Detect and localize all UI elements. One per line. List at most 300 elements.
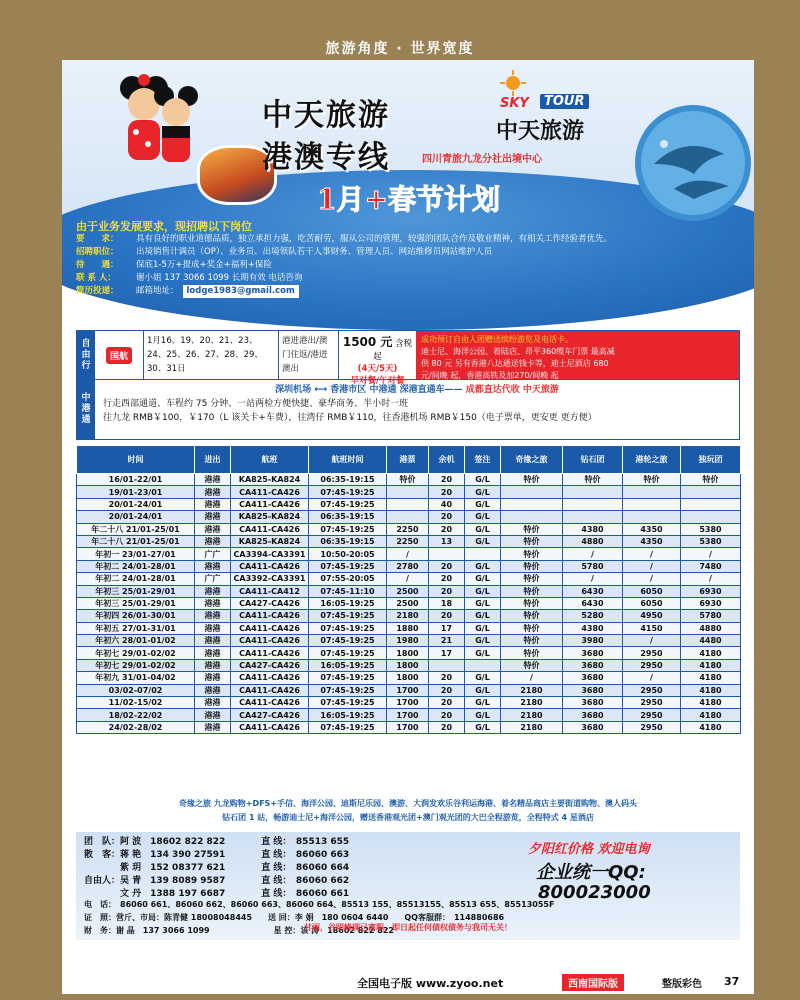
- table-row: [77, 573, 741, 585]
- table-cell: 07:45-19:25: [309, 697, 387, 709]
- table-cell: KA825-KA824: [231, 474, 309, 486]
- table-cell: CA427-CA426: [231, 597, 309, 609]
- table-cell: 特价: [501, 573, 563, 585]
- table-cell: 4350: [623, 523, 681, 535]
- table-cell: /: [623, 573, 681, 585]
- recruit-key: 招聘职位：: [76, 247, 119, 257]
- table-cell: 年初五 27/01-31/01: [77, 622, 195, 634]
- table-cell: CA411-CA426: [231, 635, 309, 647]
- contact-line: 自由人：吴 青 139 8089 9587 直 线： 86060 662: [84, 876, 350, 886]
- table-row: [77, 585, 741, 597]
- table-cell: CA411-CA426: [231, 721, 309, 733]
- table-cell: 2950: [623, 721, 681, 733]
- table-cell: 年初九 31/01-04/02: [77, 672, 195, 684]
- table-cell: 港港: [195, 498, 231, 510]
- table-cell: 特价: [623, 474, 681, 486]
- table-cell: 特价: [681, 474, 741, 486]
- table-cell: 19/01-23/01: [77, 486, 195, 498]
- table-cell: 5780: [681, 610, 741, 622]
- table-cell: 6930: [681, 597, 741, 609]
- free-travel-tag: 自 由 行: [77, 331, 95, 379]
- table-cell: 16:05-19:25: [309, 709, 387, 721]
- table-cell: CA3392-CA3391: [231, 573, 309, 585]
- table-cell: 2180: [501, 684, 563, 696]
- promo-notice: 成功预订自由人团赠送缤纷游览及电话卡。 迪士尼、海洋公园、着陆店、昂平360缆车门票 最高减 供 80 元 另有香港八达通送钱卡等，迪士尼酒店 680 元/间晚 起，香港高铁及加270/间晚 起: [416, 331, 739, 379]
- table-cell: 06:35-19:15: [309, 474, 387, 486]
- contact-line: 文 丹 1388 197 6687 直 线： 86060 661: [84, 889, 350, 899]
- table-cell: 40: [429, 498, 465, 510]
- table-cell: 年初六 28/01-01/02: [77, 635, 195, 647]
- table-cell: [623, 486, 681, 498]
- table-row: [77, 610, 741, 622]
- table-cell: 21: [429, 635, 465, 647]
- table-cell: 港港: [195, 647, 231, 659]
- table-cell: G/L: [465, 647, 501, 659]
- table-cell: 港港: [195, 659, 231, 671]
- table-cell: 广广: [195, 573, 231, 585]
- table-cell: 港港: [195, 535, 231, 547]
- table-cell: 07:45-19:25: [309, 647, 387, 659]
- contact-line: 电 话： 86060 661、86060 662、86060 663、86060 664、85513 155、85513155、85513 655、85513055F: [84, 900, 555, 909]
- table-cell: 10:50-20:05: [309, 548, 387, 560]
- table-cell: 2780: [387, 560, 429, 572]
- table-cell: G/L: [465, 684, 501, 696]
- table-cell: 20: [429, 560, 465, 572]
- table-row: [77, 672, 741, 684]
- title-company: 中天旅游: [262, 98, 390, 133]
- table-cell: KA825-KA824: [231, 535, 309, 547]
- entry-exit-ports: 港进港出/澳门住返/港进澳出: [278, 331, 338, 379]
- table-row: [77, 709, 741, 721]
- top-slogan: 旅游角度 · 世界宽度: [325, 41, 475, 57]
- table-cell: CA411-CA426: [231, 697, 309, 709]
- table-cell: G/L: [465, 474, 501, 486]
- table-row: [77, 560, 741, 572]
- title-route: 港澳专线: [262, 140, 390, 175]
- table-cell: 6050: [623, 597, 681, 609]
- table-cell: 1800: [387, 659, 429, 671]
- table-cell: 1700: [387, 684, 429, 696]
- table-cell: /: [681, 548, 741, 560]
- table-cell: 5380: [681, 523, 741, 535]
- edition-tag: 西南国际版: [562, 974, 624, 991]
- qq-number[interactable]: 800023000: [538, 882, 651, 903]
- table-cell: 4880: [563, 535, 623, 547]
- table-cell: 4180: [681, 647, 741, 659]
- table-cell: 年初四 26/01-30/01: [77, 610, 195, 622]
- table-cell: G/L: [465, 672, 501, 684]
- table-cell: 4350: [623, 535, 681, 547]
- tour-notes: [76, 797, 740, 825]
- table-cell: [387, 486, 429, 498]
- table-cell: /: [563, 548, 623, 560]
- table-cell: 特价: [501, 659, 563, 671]
- table-cell: [681, 511, 741, 523]
- table-cell: 港港: [195, 560, 231, 572]
- table-cell: [681, 486, 741, 498]
- table-cell: G/L: [465, 560, 501, 572]
- recruit-email-link[interactable]: lodge1983@gmail.com: [183, 285, 299, 298]
- table-cell: G/L: [465, 709, 501, 721]
- table-cell: 2500: [387, 585, 429, 597]
- table-header-cell: 航班: [231, 446, 309, 474]
- table-cell: 特价: [563, 474, 623, 486]
- table-cell: G/L: [465, 597, 501, 609]
- table-cell: 年二十八 21/01-25/01: [77, 535, 195, 547]
- recruit-row: [76, 259, 636, 272]
- table-cell: 13: [429, 535, 465, 547]
- recruit-value: 保底1-5万+提成+奖金+福利+保险: [136, 260, 272, 270]
- table-cell: 18/02-22/02: [77, 709, 195, 721]
- table-cell: CA411-CA426: [231, 523, 309, 535]
- table-cell: 4180: [681, 672, 741, 684]
- dolphin-photo-icon: [634, 104, 752, 222]
- table-cell: G/L: [465, 610, 501, 622]
- table-cell: G/L: [465, 573, 501, 585]
- table-cell: 20: [429, 672, 465, 684]
- logo-company-name: 中天旅游: [496, 118, 585, 144]
- table-cell: [387, 511, 429, 523]
- logo-tour: TOUR: [540, 94, 589, 109]
- table-cell: 16:05-19:25: [309, 597, 387, 609]
- price-amount: 1500 元: [342, 335, 393, 349]
- table-cell: 港港: [195, 597, 231, 609]
- recruit-row: [76, 233, 636, 246]
- table-cell: /: [387, 548, 429, 560]
- table-cell: 港港: [195, 585, 231, 597]
- table-cell: 5280: [563, 610, 623, 622]
- table-cell: /: [387, 573, 429, 585]
- table-cell: 20: [429, 486, 465, 498]
- table-cell: 特价: [501, 560, 563, 572]
- promo-slogan: 夕阳红价格 欢迎电询: [528, 842, 650, 857]
- airline-badge: 国航: [95, 331, 143, 379]
- table-header-cell: 港票: [387, 446, 429, 474]
- table-header-cell: 港轮之旅: [623, 446, 681, 474]
- table-cell: /: [623, 548, 681, 560]
- table-row: [77, 684, 741, 696]
- sun-logo-icon: [500, 70, 526, 96]
- page-number: 37: [724, 975, 740, 988]
- table-cell: 2250: [387, 535, 429, 547]
- table-cell: 4480: [681, 635, 741, 647]
- table-cell: 07:45-11:10: [309, 585, 387, 597]
- table-cell: 6430: [563, 585, 623, 597]
- qq-label: 企业统一QQ:: [536, 862, 646, 883]
- table-cell: CA411-CA426: [231, 647, 309, 659]
- table-cell: 4380: [563, 523, 623, 535]
- table-cell: KA825-KA824: [231, 511, 309, 523]
- table-cell: 港港: [195, 474, 231, 486]
- table-cell: 3980: [563, 635, 623, 647]
- contact-line: 紫 玥 152 08377 621 直 线： 86060 664: [84, 863, 350, 873]
- table-cell: 港港: [195, 511, 231, 523]
- table-cell: G/L: [465, 622, 501, 634]
- table-row: [77, 548, 741, 560]
- table-cell: 年初七 29/01-02/02: [77, 659, 195, 671]
- table-cell: CA411-CA426: [231, 486, 309, 498]
- table-cell: [387, 498, 429, 510]
- table-cell: /: [623, 635, 681, 647]
- contact-line: 财 务：谢 晶 137 3066 1099 星 控：该 涛 18602 822 822: [84, 926, 394, 935]
- table-cell: /: [501, 672, 563, 684]
- table-cell: CA411-CA426: [231, 672, 309, 684]
- table-cell: 2950: [623, 709, 681, 721]
- table-cell: [623, 511, 681, 523]
- table-cell: 16:05-19:25: [309, 659, 387, 671]
- table-cell: 1700: [387, 697, 429, 709]
- table-cell: 2180: [501, 709, 563, 721]
- table-row: [77, 721, 741, 733]
- table-cell: G/L: [465, 635, 501, 647]
- table-row: [77, 659, 741, 671]
- table-cell: 5380: [681, 535, 741, 547]
- contact-line: 散 客：蒋 艳 134 390 27591 直 线： 86060 663: [84, 850, 350, 860]
- table-row: [77, 474, 741, 486]
- table-cell: 港港: [195, 622, 231, 634]
- table-cell: 3680: [563, 647, 623, 659]
- table-cell: 07:45-19:25: [309, 610, 387, 622]
- meal-plan: 早对餐/午对餐: [350, 376, 405, 386]
- table-cell: 2950: [623, 684, 681, 696]
- table-cell: 20: [429, 523, 465, 535]
- table-cell: CA411-CA426: [231, 560, 309, 572]
- table-cell: 2500: [387, 597, 429, 609]
- table-cell: G/L: [465, 697, 501, 709]
- table-cell: 3680: [563, 721, 623, 733]
- table-cell: /: [623, 672, 681, 684]
- table-cell: 07:45-19:25: [309, 560, 387, 572]
- table-cell: 20: [429, 610, 465, 622]
- table-row: [77, 535, 741, 547]
- table-cell: 年初三 25/01-29/01: [77, 585, 195, 597]
- table-cell: 2950: [623, 659, 681, 671]
- contact-line: 证 照：营斤、市局：陈青健 18008048445 送 回：李 娟 180 0604 6440 QQ客服群： 114880686: [84, 913, 505, 922]
- logo-sky: SKY: [500, 96, 529, 111]
- table-row: [77, 498, 741, 510]
- recruit-value: 具有良好的职业道德品质，独立承担力强，吃苦耐劳，服从公司的管理，较强的团队合作及敬业精神，有相关工作经验者优先。: [136, 234, 613, 244]
- table-cell: 24/02-28/02: [77, 721, 195, 733]
- table-cell: 特价: [501, 610, 563, 622]
- table-cell: [501, 511, 563, 523]
- table-cell: 年初二 24/01-28/01: [77, 573, 195, 585]
- table-cell: 年初一 23/01-27/01: [77, 548, 195, 560]
- recruit-row: [76, 246, 636, 259]
- table-cell: G/L: [465, 511, 501, 523]
- recruit-key: 要 求：: [76, 234, 119, 244]
- table-cell: 4150: [623, 622, 681, 634]
- table-cell: 4880: [681, 622, 741, 634]
- express-bus-box: [76, 380, 740, 440]
- recruit-value: 谢小姐 137 3066 1099 长期有效 电话咨询: [136, 273, 303, 283]
- table-cell: /: [563, 573, 623, 585]
- table-cell: 特价: [501, 474, 563, 486]
- recruit-value: 出境销售计调员（OP）、业务员、出境领队若干人事财务、管理人员、网站维修员网站维护人员: [136, 247, 493, 257]
- table-cell: 20: [429, 573, 465, 585]
- table-cell: 特价: [501, 635, 563, 647]
- table-header-cell: 钻石团: [563, 446, 623, 474]
- table-cell: G/L: [465, 523, 501, 535]
- table-row: [77, 597, 741, 609]
- table-cell: 年初三 25/01-29/01: [77, 597, 195, 609]
- product-boxes: [76, 330, 740, 440]
- schedule-table: [76, 445, 741, 734]
- table-cell: CA427-CA426: [231, 709, 309, 721]
- table-cell: 6430: [563, 597, 623, 609]
- table-cell: [563, 498, 623, 510]
- table-cell: [429, 548, 465, 560]
- table-cell: /: [681, 573, 741, 585]
- table-cell: 03/02-07/02: [77, 684, 195, 696]
- table-cell: 4180: [681, 709, 741, 721]
- table-cell: 港港: [195, 610, 231, 622]
- table-cell: 20: [429, 697, 465, 709]
- table-cell: 3680: [563, 659, 623, 671]
- table-cell: 20: [429, 585, 465, 597]
- table-cell: CA411-CA426: [231, 622, 309, 634]
- table-cell: 3680: [563, 709, 623, 721]
- table-cell: 2950: [623, 647, 681, 659]
- table-cell: 特价: [501, 535, 563, 547]
- table-cell: 5780: [563, 560, 623, 572]
- table-cell: 07:55-20:05: [309, 573, 387, 585]
- table-cell: 3680: [563, 684, 623, 696]
- recruit-key: 简历投递：: [76, 286, 119, 296]
- express-bus-tag: 中 港 通: [77, 380, 95, 439]
- table-cell: 1700: [387, 721, 429, 733]
- table-cell: 特价: [501, 523, 563, 535]
- table-cell: [465, 659, 501, 671]
- table-cell: CA411-CA426: [231, 610, 309, 622]
- table-cell: 港港: [195, 486, 231, 498]
- table-cell: 特价: [501, 597, 563, 609]
- table-cell: 港港: [195, 697, 231, 709]
- table-cell: 1700: [387, 709, 429, 721]
- recruit-headline: 由于业务发展要求，现招聘以下岗位: [76, 220, 252, 233]
- note-line: 奇缘之旅 九龙购物+DFS+手信、海洋公园、迪斯尼乐园、澳游、大润发欢乐谷利运海港、着名精品商店主要街道购物、澳人码头: [178, 799, 638, 808]
- table-cell: 2250: [387, 523, 429, 535]
- table-cell: [501, 486, 563, 498]
- table-cell: 07:45-19:25: [309, 622, 387, 634]
- table-cell: 特价: [387, 474, 429, 486]
- table-cell: 1880: [387, 622, 429, 634]
- table-cell: [563, 486, 623, 498]
- table-row: [77, 523, 741, 535]
- edition-text: 全国电子版 www.zyoo.net: [357, 977, 504, 990]
- recruit-key: 联 系 人：: [76, 273, 116, 283]
- table-cell: 07:45-19:25: [309, 684, 387, 696]
- table-cell: 1980: [387, 635, 429, 647]
- table-cell: 2950: [623, 697, 681, 709]
- mickey-minnie-icon: [104, 66, 204, 176]
- table-row: [77, 486, 741, 498]
- table-cell: 4180: [681, 659, 741, 671]
- table-cell: [429, 659, 465, 671]
- table-cell: 20: [429, 684, 465, 696]
- table-cell: 20: [429, 721, 465, 733]
- table-cell: 特价: [501, 585, 563, 597]
- table-cell: [623, 498, 681, 510]
- trip-duration: (4天/5天): [357, 364, 398, 374]
- note-line: 钻石团 1 站，畅游迪士尼+海洋公园，赠送香港观光团+澳门观光团的大巴全程游览，全程特式 4 星酒店: [222, 813, 594, 822]
- ad-page: [62, 60, 754, 972]
- table-cell: 4180: [681, 684, 741, 696]
- table-cell: 3680: [563, 697, 623, 709]
- table-row: [77, 622, 741, 634]
- recruit-key: 待 遇：: [76, 260, 119, 270]
- table-cell: [681, 498, 741, 510]
- table-header-cell: 签注: [465, 446, 501, 474]
- table-cell: CA427-CA426: [231, 659, 309, 671]
- table-cell: 特价: [501, 548, 563, 560]
- table-cell: CA411-CA412: [231, 585, 309, 597]
- table-cell: 港港: [195, 523, 231, 535]
- table-cell: G/L: [465, 585, 501, 597]
- table-cell: 4380: [563, 622, 623, 634]
- table-cell: 20: [429, 511, 465, 523]
- table-cell: CA3394-CA3391: [231, 548, 309, 560]
- table-cell: 2180: [501, 721, 563, 733]
- table-row: [77, 697, 741, 709]
- table-header-cell: 独玩团: [681, 446, 741, 474]
- table-cell: [465, 548, 501, 560]
- free-travel-box: [76, 330, 740, 386]
- table-cell: 07:45-19:25: [309, 498, 387, 510]
- table-cell: 6050: [623, 585, 681, 597]
- table-cell: 特价: [501, 647, 563, 659]
- table-cell: 4180: [681, 697, 741, 709]
- table-cell: 18: [429, 597, 465, 609]
- table-cell: 港港: [195, 709, 231, 721]
- table-cell: G/L: [465, 486, 501, 498]
- table-row: [77, 511, 741, 523]
- plan-title: 1月+春节计划: [317, 183, 500, 216]
- table-cell: 6930: [681, 585, 741, 597]
- recruitment-section: [76, 220, 636, 298]
- table-cell: G/L: [465, 535, 501, 547]
- table-cell: 06:35-19:15: [309, 511, 387, 523]
- express-bus-content: 深圳机场 ⟷ 香港市区 中港通 深港直通车—— 成都直达代收 中天旅游 行走西部通道、车程约 75 分钟、一站两检方便快捷、豪华商务、半小时一班 往九龙 RMB￥100，￥170（L 该关卡+车费），往湾仔 RMB￥110，往香港机场 RMB￥150（电子票单，更安更 更方便）: [103, 385, 597, 423]
- table-cell: 3680: [563, 672, 623, 684]
- table-header-cell: 余机: [429, 446, 465, 474]
- table-cell: CA411-CA426: [231, 498, 309, 510]
- table-cell: 4180: [681, 721, 741, 733]
- table-cell: 17: [429, 622, 465, 634]
- table-cell: [563, 511, 623, 523]
- table-header-cell: 时间: [77, 446, 195, 474]
- departure-dates: 1月16、19、20、21、23、24、25、26、27、28、29、30、31日: [143, 331, 278, 379]
- table-cell: G/L: [465, 721, 501, 733]
- table-cell: 港港: [195, 721, 231, 733]
- table-cell: 广广: [195, 548, 231, 560]
- table-cell: 20/01-24/01: [77, 498, 195, 510]
- table-cell: 年初二 24/01-28/01: [77, 560, 195, 572]
- recruit-value: 邮箱地址：: [136, 286, 179, 296]
- table-row: [77, 635, 741, 647]
- table-header-cell: 奇缘之旅: [501, 446, 563, 474]
- logo-organization: 四川青旅九龙分社出境中心: [422, 154, 542, 165]
- table-cell: 年二十八 21/01-25/01: [77, 523, 195, 535]
- bottom-bar: [62, 972, 754, 994]
- page-color-label: 整版彩色: [662, 979, 702, 990]
- table-cell: 07:45-19:25: [309, 635, 387, 647]
- table-cell: 07:45-19:25: [309, 672, 387, 684]
- table-cell: 港港: [195, 672, 231, 684]
- table-cell: 07:45-19:25: [309, 721, 387, 733]
- contact-line: 团 队：阿 波 18602 822 822 直 线： 85513 655: [84, 837, 350, 847]
- table-cell: 4950: [623, 610, 681, 622]
- table-cell: 11/02-15/02: [77, 697, 195, 709]
